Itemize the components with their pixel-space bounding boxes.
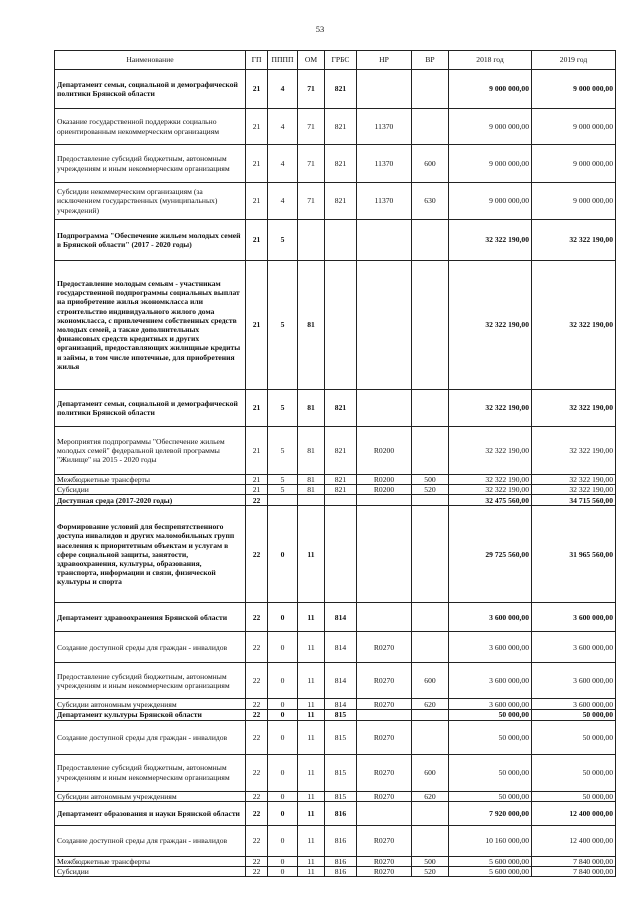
row-name: Предоставление субсидий бюджетным, автономным учреждениям и иным некоммерческим организациям: [55, 145, 246, 183]
row-grbs: 821: [325, 427, 357, 475]
row-amount-2019: 32 322 190,00: [532, 475, 616, 485]
row-pppp: 0: [268, 856, 298, 866]
row-name: Создание доступной среды для граждан - инвалидов: [55, 825, 246, 856]
row-vr: [412, 603, 449, 632]
row-amount-2018: 9 000 000,00: [449, 145, 532, 183]
row-nr: 11370: [357, 109, 412, 145]
row-amount-2019: 3 600 000,00: [532, 663, 616, 699]
row-vr: [412, 632, 449, 663]
row-gp: 22: [246, 663, 268, 699]
row-nr: R0270: [357, 632, 412, 663]
row-grbs: 815: [325, 720, 357, 754]
row-amount-2018: 3 600 000,00: [449, 663, 532, 699]
table-row: [55, 603, 616, 632]
row-grbs: 821: [325, 70, 357, 109]
row-gp: 21: [246, 485, 268, 495]
row-vr: 630: [412, 183, 449, 220]
row-amount-2018: 5 600 000,00: [449, 856, 532, 866]
col-header-nr: НР: [357, 51, 412, 70]
row-pppp: 5: [268, 427, 298, 475]
row-amount-2018: 5 600 000,00: [449, 867, 532, 877]
row-vr: [412, 710, 449, 720]
row-nr: R0270: [357, 663, 412, 699]
table-row: [55, 867, 616, 877]
table-row: [55, 720, 616, 754]
row-pppp: 4: [268, 145, 298, 183]
row-name: Мероприятия подпрограммы "Обеспечение жильем молодых семей" федеральной целевой программы "Жилище" на 2015 - 2020 годы: [55, 427, 246, 475]
row-pppp: 5: [268, 485, 298, 495]
row-nr: R0270: [357, 825, 412, 856]
row-amount-2019: 50 000,00: [532, 791, 616, 801]
table-row: [55, 699, 616, 710]
row-grbs: 814: [325, 632, 357, 663]
budget-table: [54, 50, 616, 877]
table-row: [55, 825, 616, 856]
row-pppp: 0: [268, 632, 298, 663]
row-om: 11: [298, 801, 325, 825]
row-grbs: [325, 261, 357, 390]
row-gp: 22: [246, 825, 268, 856]
row-amount-2018: 50 000,00: [449, 754, 532, 791]
table-row: [55, 495, 616, 506]
row-om: 11: [298, 720, 325, 754]
row-amount-2018: 32 322 190,00: [449, 485, 532, 495]
row-amount-2019: 7 840 000,00: [532, 867, 616, 877]
row-amount-2018: 32 322 190,00: [449, 427, 532, 475]
row-vr: [412, 390, 449, 427]
row-gp: 21: [246, 390, 268, 427]
row-vr: 520: [412, 867, 449, 877]
row-grbs: 821: [325, 475, 357, 485]
table-row: [55, 390, 616, 427]
row-amount-2018: 3 600 000,00: [449, 603, 532, 632]
row-amount-2019: 12 400 000,00: [532, 801, 616, 825]
row-nr: [357, 603, 412, 632]
row-pppp: 0: [268, 699, 298, 710]
row-om: 81: [298, 485, 325, 495]
row-om: 11: [298, 856, 325, 866]
row-gp: 22: [246, 506, 268, 603]
row-pppp: [268, 495, 298, 506]
row-name: Департамент культуры Брянской области: [55, 710, 246, 720]
row-grbs: [325, 495, 357, 506]
table-row: [55, 856, 616, 866]
table-row: [55, 109, 616, 145]
table-row: [55, 801, 616, 825]
row-pppp: 5: [268, 390, 298, 427]
row-vr: 500: [412, 475, 449, 485]
row-amount-2019: 31 965 560,00: [532, 506, 616, 603]
row-grbs: 815: [325, 791, 357, 801]
row-om: 71: [298, 109, 325, 145]
row-amount-2019: 50 000,00: [532, 720, 616, 754]
row-grbs: 815: [325, 710, 357, 720]
table-row: [55, 427, 616, 475]
row-om: 11: [298, 663, 325, 699]
row-vr: [412, 261, 449, 390]
row-om: 11: [298, 632, 325, 663]
row-om: 11: [298, 791, 325, 801]
row-amount-2018: 32 322 190,00: [449, 390, 532, 427]
row-om: 11: [298, 825, 325, 856]
col-header-grbs: ГРБС: [325, 51, 357, 70]
row-amount-2019: 9 000 000,00: [532, 183, 616, 220]
row-pppp: 0: [268, 754, 298, 791]
row-vr: 600: [412, 663, 449, 699]
row-amount-2019: 9 000 000,00: [532, 70, 616, 109]
row-nr: R0270: [357, 867, 412, 877]
row-pppp: 0: [268, 867, 298, 877]
row-om: 11: [298, 710, 325, 720]
row-om: 81: [298, 390, 325, 427]
row-nr: [357, 70, 412, 109]
row-amount-2018: 32 322 190,00: [449, 220, 532, 261]
table-row: [55, 791, 616, 801]
col-header-2018: 2018 год: [449, 51, 532, 70]
row-amount-2018: 50 000,00: [449, 791, 532, 801]
row-vr: 520: [412, 485, 449, 495]
row-name: Создание доступной среды для граждан - инвалидов: [55, 720, 246, 754]
row-amount-2018: 29 725 560,00: [449, 506, 532, 603]
row-pppp: 5: [268, 475, 298, 485]
table-row: [55, 754, 616, 791]
row-om: 81: [298, 427, 325, 475]
row-nr: [357, 801, 412, 825]
table-row: [55, 220, 616, 261]
row-om: 11: [298, 699, 325, 710]
row-nr: [357, 506, 412, 603]
row-amount-2019: 3 600 000,00: [532, 632, 616, 663]
row-amount-2018: 9 000 000,00: [449, 109, 532, 145]
row-grbs: 821: [325, 183, 357, 220]
row-amount-2019: 9 000 000,00: [532, 145, 616, 183]
row-om: 11: [298, 506, 325, 603]
row-gp: 22: [246, 495, 268, 506]
row-vr: 600: [412, 145, 449, 183]
row-gp: 22: [246, 856, 268, 866]
row-amount-2019: 7 840 000,00: [532, 856, 616, 866]
row-vr: [412, 825, 449, 856]
row-amount-2018: 3 600 000,00: [449, 632, 532, 663]
row-amount-2018: 32 475 560,00: [449, 495, 532, 506]
row-pppp: 4: [268, 70, 298, 109]
row-vr: [412, 70, 449, 109]
row-om: 81: [298, 475, 325, 485]
col-header-name: Наименование: [55, 51, 246, 70]
row-gp: 22: [246, 867, 268, 877]
row-name: Предоставление субсидий бюджетным, автономным учреждениям и иным некоммерческим организациям: [55, 663, 246, 699]
row-gp: 21: [246, 220, 268, 261]
row-pppp: 5: [268, 261, 298, 390]
row-grbs: 821: [325, 109, 357, 145]
row-name: Предоставление субсидий бюджетным, автономным учреждениям и иным некоммерческим организациям: [55, 754, 246, 791]
row-vr: [412, 506, 449, 603]
row-nr: R0270: [357, 791, 412, 801]
row-vr: [412, 109, 449, 145]
row-amount-2019: 34 715 560,00: [532, 495, 616, 506]
row-amount-2018: 7 920 000,00: [449, 801, 532, 825]
row-gp: 22: [246, 699, 268, 710]
row-name: Департамент здравоохранения Брянской области: [55, 603, 246, 632]
row-grbs: 821: [325, 390, 357, 427]
row-grbs: 816: [325, 867, 357, 877]
row-vr: [412, 720, 449, 754]
row-pppp: 0: [268, 506, 298, 603]
row-om: 81: [298, 261, 325, 390]
row-name: Департамент семьи, социальной и демографической политики Брянской области: [55, 70, 246, 109]
row-gp: 22: [246, 720, 268, 754]
row-pppp: 0: [268, 663, 298, 699]
row-om: 11: [298, 603, 325, 632]
row-amount-2018: 50 000,00: [449, 720, 532, 754]
row-amount-2018: 9 000 000,00: [449, 183, 532, 220]
col-header-gp: ГП: [246, 51, 268, 70]
row-vr: 620: [412, 699, 449, 710]
row-name: Создание доступной среды для граждан - инвалидов: [55, 632, 246, 663]
row-vr: 620: [412, 791, 449, 801]
row-pppp: 4: [268, 109, 298, 145]
row-name: Межбюджетные трансферты: [55, 856, 246, 866]
row-nr: [357, 261, 412, 390]
row-grbs: 821: [325, 145, 357, 183]
row-amount-2019: 32 322 190,00: [532, 485, 616, 495]
row-nr: R0270: [357, 720, 412, 754]
row-gp: 21: [246, 109, 268, 145]
table-row: [55, 261, 616, 390]
row-om: 11: [298, 867, 325, 877]
row-om: 11: [298, 754, 325, 791]
row-grbs: 816: [325, 825, 357, 856]
row-amount-2019: 32 322 190,00: [532, 261, 616, 390]
row-nr: [357, 710, 412, 720]
row-name: Субсидии автономным учреждениям: [55, 699, 246, 710]
row-nr: R0270: [357, 754, 412, 791]
row-amount-2019: 50 000,00: [532, 754, 616, 791]
table-row: [55, 663, 616, 699]
row-amount-2019: 32 322 190,00: [532, 220, 616, 261]
row-vr: [412, 220, 449, 261]
row-gp: 22: [246, 632, 268, 663]
row-gp: 22: [246, 710, 268, 720]
row-amount-2019: 32 322 190,00: [532, 427, 616, 475]
table-row: [55, 710, 616, 720]
row-grbs: 815: [325, 754, 357, 791]
row-nr: [357, 495, 412, 506]
row-pppp: 0: [268, 720, 298, 754]
row-amount-2018: 3 600 000,00: [449, 699, 532, 710]
row-pppp: 0: [268, 825, 298, 856]
row-amount-2018: 9 000 000,00: [449, 70, 532, 109]
row-grbs: [325, 220, 357, 261]
row-gp: 21: [246, 145, 268, 183]
table-row: [55, 475, 616, 485]
row-amount-2018: 32 322 190,00: [449, 261, 532, 390]
row-grbs: 814: [325, 699, 357, 710]
row-name: Субсидии автономным учреждениям: [55, 791, 246, 801]
row-vr: 500: [412, 856, 449, 866]
row-name: Межбюджетные трансферты: [55, 475, 246, 485]
page-number: 53: [315, 24, 325, 34]
row-grbs: 816: [325, 801, 357, 825]
row-amount-2019: 32 322 190,00: [532, 390, 616, 427]
row-pppp: 0: [268, 710, 298, 720]
row-om: [298, 220, 325, 261]
row-name: Оказание государственной поддержки социально ориентированным некоммерческим организациям: [55, 109, 246, 145]
row-name: Департамент семьи, социальной и демографической политики Брянской области: [55, 390, 246, 427]
row-name: Подпрограмма "Обеспечение жильем молодых семей в Брянской области" (2017 - 2020 годы): [55, 220, 246, 261]
row-pppp: 0: [268, 603, 298, 632]
row-grbs: 816: [325, 856, 357, 866]
row-gp: 21: [246, 261, 268, 390]
row-amount-2019: 3 600 000,00: [532, 603, 616, 632]
row-name: Формирование условий для беспрепятственного доступа инвалидов и других маломобильных групп населения к приоритетным объектам и услугам в сфере социальной защиты, занятости, здравоохранения, культуры, образования, транспорта, информации и связи, физической культуры и спорта: [55, 506, 246, 603]
table-row: [55, 485, 616, 495]
row-pppp: 0: [268, 801, 298, 825]
col-header-vr: ВР: [412, 51, 449, 70]
row-gp: 21: [246, 475, 268, 485]
table-row: [55, 183, 616, 220]
row-name: Доступная среда (2017-2020 годы): [55, 495, 246, 506]
row-vr: [412, 427, 449, 475]
row-grbs: [325, 506, 357, 603]
row-grbs: 821: [325, 485, 357, 495]
row-name: Субсидии некоммерческим организациям (за исключением государственных (муниципальных) учреждений): [55, 183, 246, 220]
row-om: [298, 495, 325, 506]
row-gp: 21: [246, 427, 268, 475]
row-gp: 21: [246, 183, 268, 220]
row-nr: R0270: [357, 699, 412, 710]
row-name: Предоставление молодым семьям - участникам государственной подпрограммы социальных выплат на приобретение жилья экономкласса или строительство индивидуального жилого дома экономкласса, с привлечением собственных средств молодых семей, а также дополнительных финансовых средств кредитных и других организаций, предоставляющих жилищные кредиты и займы, в том числе ипотечные, для приобретения жилья: [55, 261, 246, 390]
table-row: [55, 145, 616, 183]
row-nr: 11370: [357, 145, 412, 183]
row-nr: [357, 220, 412, 261]
row-nr: 11370: [357, 183, 412, 220]
row-nr: R0200: [357, 485, 412, 495]
row-amount-2019: 9 000 000,00: [532, 109, 616, 145]
row-pppp: 4: [268, 183, 298, 220]
col-header-pppp: ПППП: [268, 51, 298, 70]
row-amount-2018: 50 000,00: [449, 710, 532, 720]
row-vr: 600: [412, 754, 449, 791]
row-gp: 22: [246, 791, 268, 801]
row-om: 71: [298, 183, 325, 220]
table-row: [55, 506, 616, 603]
row-gp: 22: [246, 801, 268, 825]
row-nr: R0270: [357, 856, 412, 866]
row-name: Субсидии: [55, 485, 246, 495]
row-name: Субсидии: [55, 867, 246, 877]
table-row: [55, 632, 616, 663]
row-vr: [412, 801, 449, 825]
row-grbs: 814: [325, 663, 357, 699]
row-om: 71: [298, 70, 325, 109]
row-gp: 22: [246, 754, 268, 791]
row-grbs: 814: [325, 603, 357, 632]
row-pppp: 5: [268, 220, 298, 261]
row-amount-2019: 3 600 000,00: [532, 699, 616, 710]
table-row: [55, 70, 616, 109]
row-amount-2019: 50 000,00: [532, 710, 616, 720]
row-name: Департамент образования и науки Брянской области: [55, 801, 246, 825]
table-header-row: [55, 51, 616, 70]
col-header-2019: 2019 год: [532, 51, 616, 70]
row-amount-2019: 12 400 000,00: [532, 825, 616, 856]
row-nr: [357, 390, 412, 427]
row-nr: R0200: [357, 475, 412, 485]
row-gp: 22: [246, 603, 268, 632]
row-nr: R0200: [357, 427, 412, 475]
row-amount-2018: 10 160 000,00: [449, 825, 532, 856]
row-gp: 21: [246, 70, 268, 109]
row-vr: [412, 495, 449, 506]
row-amount-2018: 32 322 190,00: [449, 475, 532, 485]
col-header-om: ОМ: [298, 51, 325, 70]
row-pppp: 0: [268, 791, 298, 801]
row-om: 71: [298, 145, 325, 183]
